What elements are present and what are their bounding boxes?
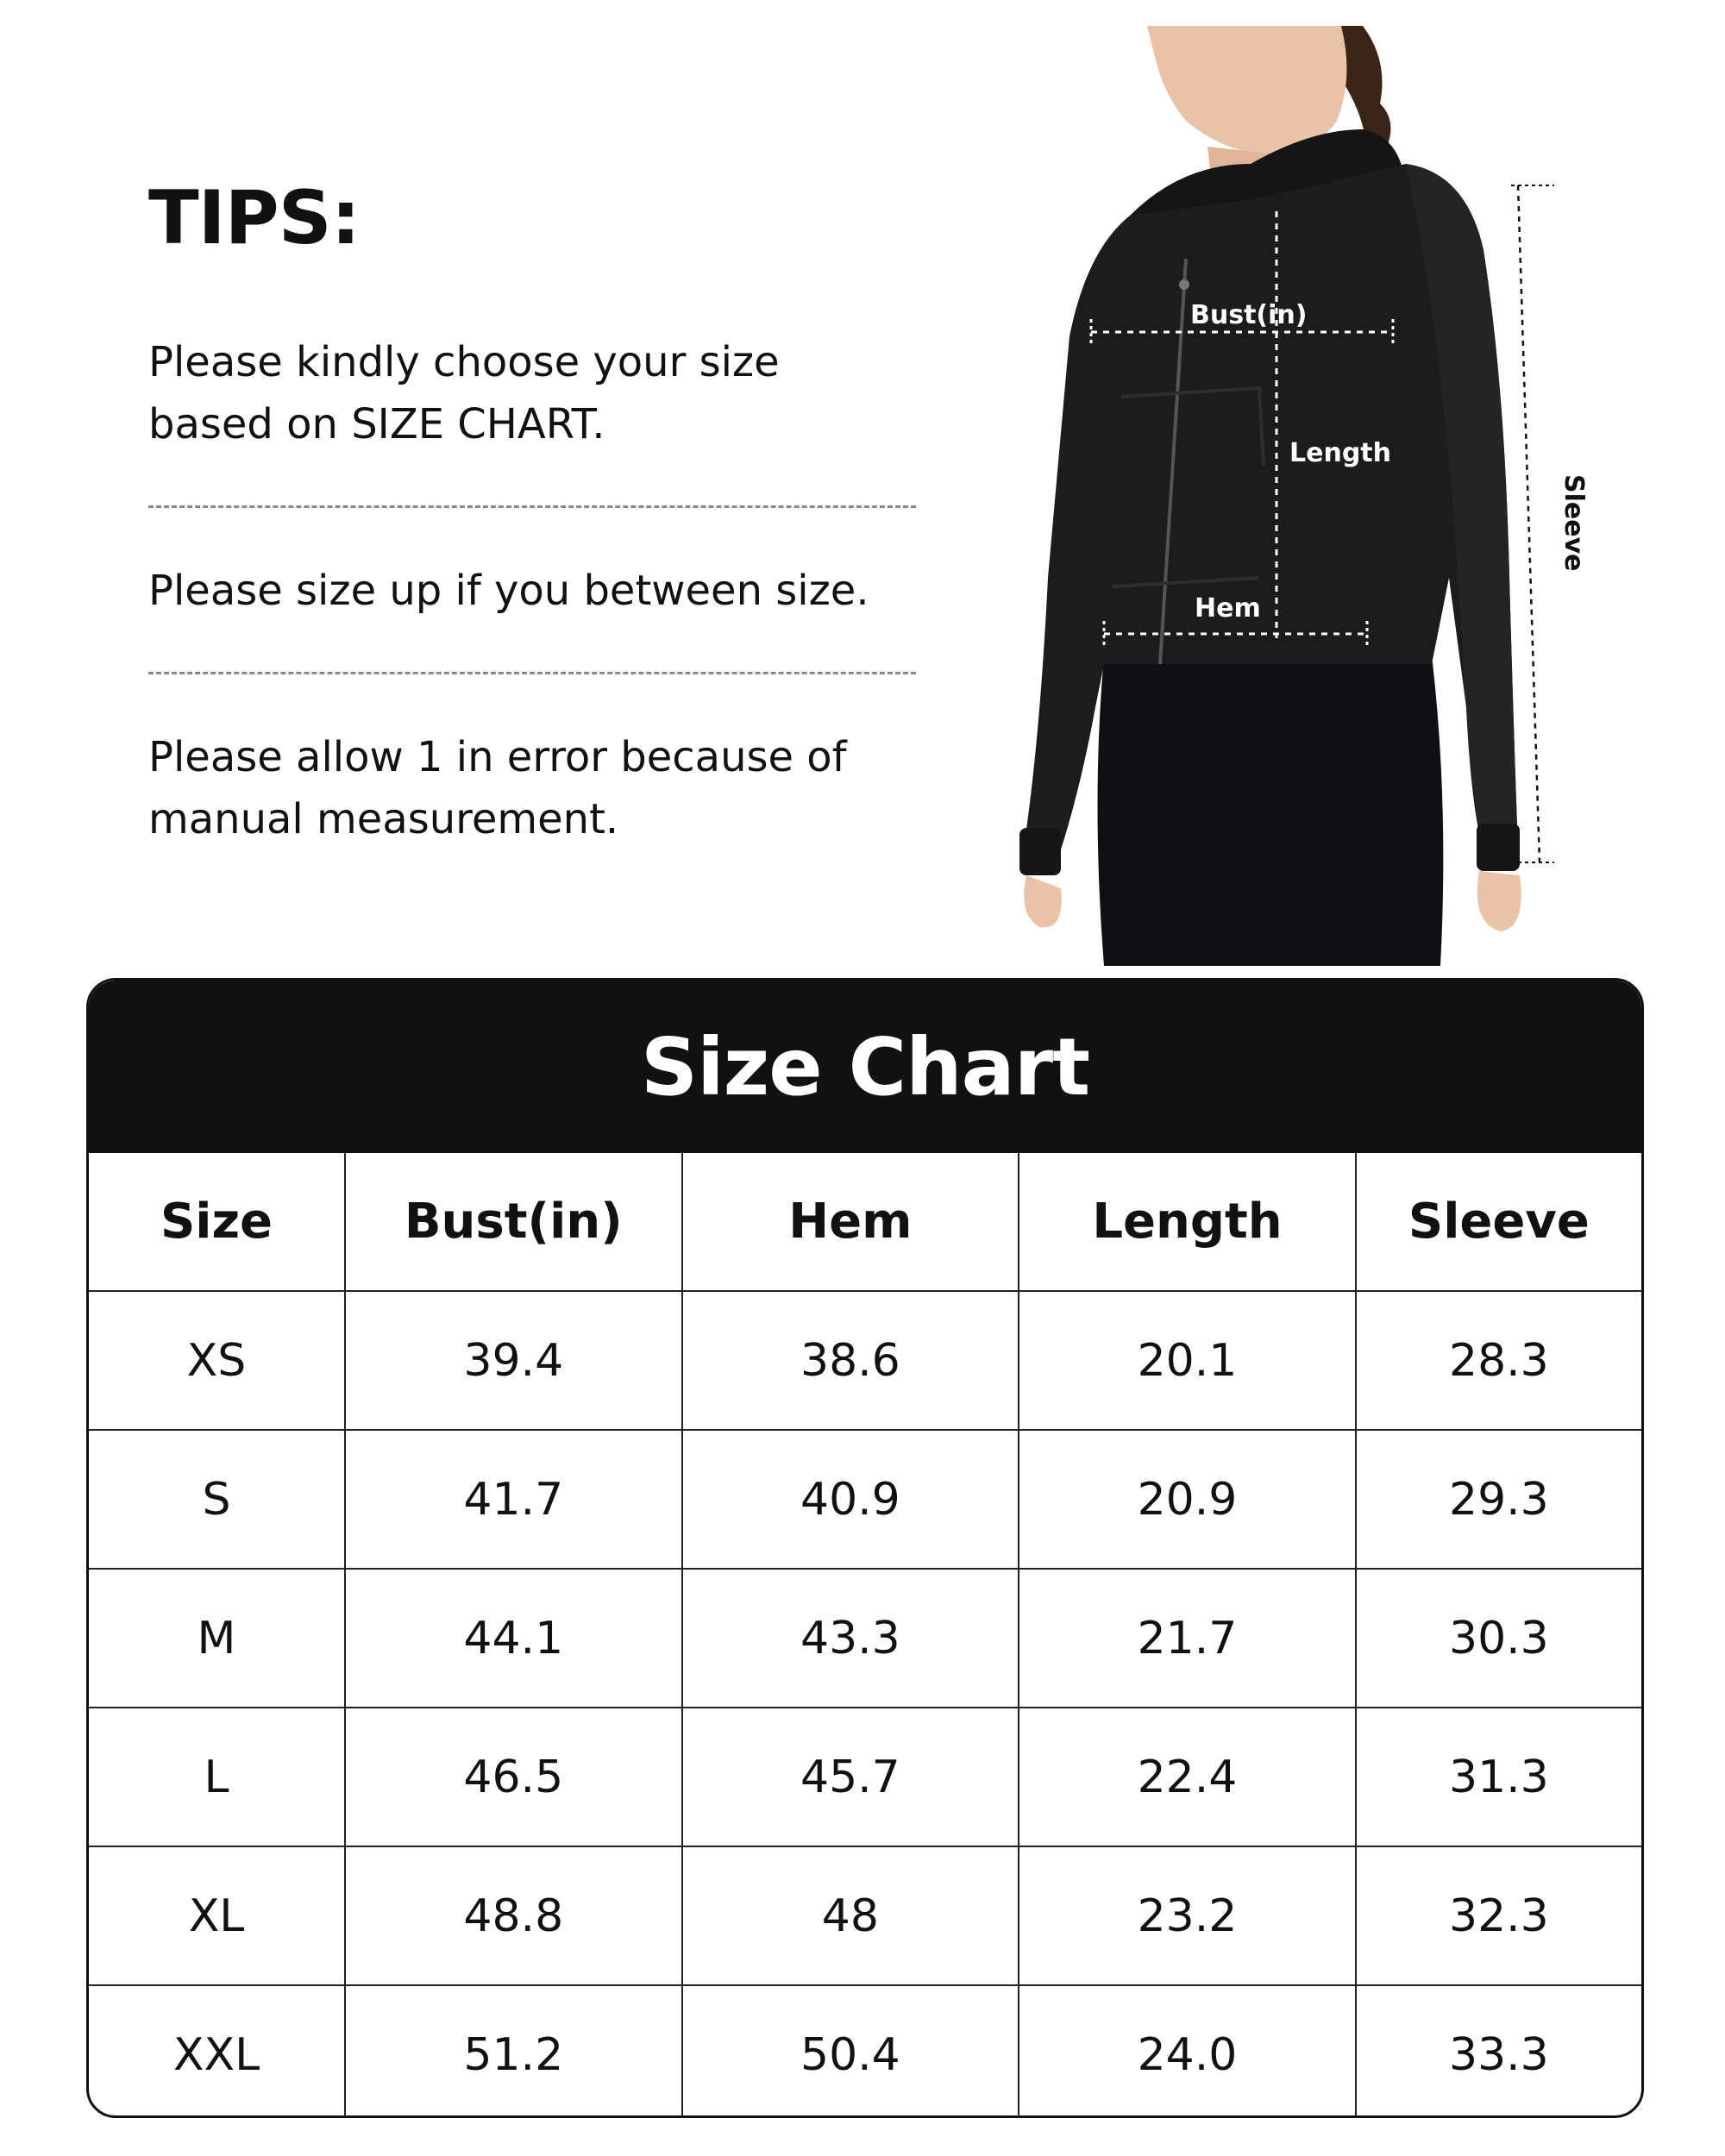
tip-divider	[148, 672, 916, 674]
column-header: Length	[1019, 1153, 1356, 1291]
tip-text: based on SIZE CHART.	[148, 400, 605, 448]
sleeve-cell: 32.3	[1356, 1846, 1641, 1985]
hem-cell: 50.4	[682, 1985, 1019, 2118]
length-cell: 22.4	[1019, 1708, 1356, 1846]
size-cell: XS	[89, 1291, 345, 1430]
length-cell: 23.2	[1019, 1846, 1356, 1985]
table-row	[89, 1291, 1641, 1430]
length-cell: 20.9	[1019, 1430, 1356, 1569]
table-row	[89, 1708, 1641, 1846]
length-cell: 24.0	[1019, 1985, 1356, 2118]
size-cell: XL	[89, 1846, 345, 1985]
length-cell: 20.1	[1019, 1291, 1356, 1430]
tip-text: manual measurement.	[148, 795, 619, 843]
column-header: Size	[89, 1153, 345, 1291]
tip-item	[148, 726, 925, 850]
model-jacket-image	[1000, 26, 1622, 966]
table-row	[89, 1985, 1641, 2118]
size-chart-title: Size Chart	[640, 1020, 1090, 1113]
table-row	[89, 1569, 1641, 1708]
hem-cell: 40.9	[682, 1430, 1019, 1569]
bust-label: Bust(in)	[1190, 300, 1308, 330]
tip-item	[148, 331, 925, 455]
size-cell: S	[89, 1430, 345, 1569]
length-label: Length	[1289, 438, 1391, 468]
tip-text: Please allow 1 in error because of	[148, 733, 847, 781]
hem-cell: 45.7	[682, 1708, 1019, 1846]
sleeve-label: Sleeve	[1559, 474, 1589, 572]
size-chart	[86, 978, 1644, 2118]
bust-cell: 44.1	[345, 1569, 682, 1708]
tips-section	[148, 175, 925, 850]
bust-cell: 51.2	[345, 1985, 682, 2118]
size-cell: XXL	[89, 1985, 345, 2118]
hem-cell: 38.6	[682, 1291, 1019, 1430]
sleeve-cell: 33.3	[1448, 2028, 1549, 2081]
hem-cell: 43.3	[682, 1569, 1019, 1708]
sleeve-cell: 28.3	[1356, 1291, 1641, 1430]
size-cell: M	[89, 1569, 345, 1708]
column-header: Hem	[682, 1153, 1019, 1291]
sleeve-cell: 31.3	[1356, 1708, 1641, 1846]
hem-label: Hem	[1195, 593, 1261, 624]
sleeve-cell: 30.3	[1356, 1569, 1641, 1708]
size-table	[89, 1153, 1641, 2118]
bust-cell: 39.4	[345, 1291, 682, 1430]
length-cell: 21.7	[1019, 1569, 1356, 1708]
size-cell: L	[89, 1708, 345, 1846]
tip-divider	[148, 505, 916, 508]
table-row	[89, 1430, 1641, 1569]
tip-item	[148, 560, 925, 622]
tips-title: TIPS:	[148, 175, 361, 261]
size-chart-header	[89, 981, 1641, 1153]
table-header-row	[89, 1153, 1641, 1291]
sleeve-cell: 29.3	[1356, 1430, 1641, 1569]
bust-cell: 46.5	[345, 1708, 682, 1846]
tip-text: Please size up if you between size.	[148, 567, 869, 615]
bust-cell: 48.8	[345, 1846, 682, 1985]
column-header: Bust(in)	[345, 1153, 682, 1291]
tip-text: Please kindly choose your size	[148, 338, 780, 386]
table-row	[89, 1846, 1641, 1985]
column-header: Sleeve	[1356, 1153, 1641, 1291]
bust-cell: 41.7	[345, 1430, 682, 1569]
jacket-measurement-illustration	[1000, 26, 1622, 966]
hem-cell: 48	[682, 1846, 1019, 1985]
